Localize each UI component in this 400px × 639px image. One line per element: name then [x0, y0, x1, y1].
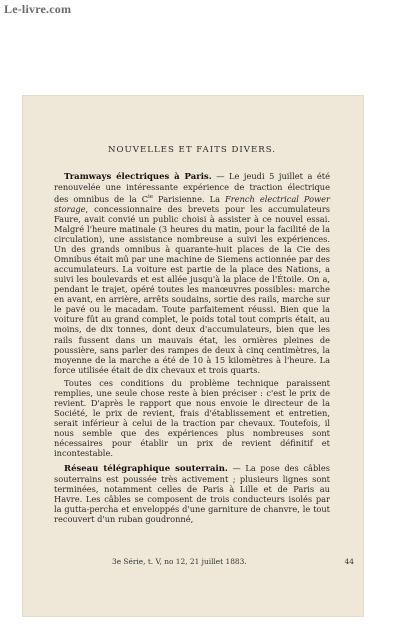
- section-title: NOUVELLES ET FAITS DIVERS.: [107, 145, 277, 155]
- footer-page-number: 44: [344, 557, 354, 566]
- watermark-logo: Le-livre.com: [4, 2, 72, 16]
- article-tramways-lead-sup: ie: [148, 194, 154, 201]
- article-telegraph-heading: Réseau télégraphique souterrain.: [64, 464, 228, 475]
- article-tramways-lead: — Le jeudi 5 juillet a été renouvelée une intéressante expérience de traction électrique des omnibus de la C: [54, 171, 331, 204]
- article-tramways-lead-rest: Parisienne. La: [153, 193, 226, 204]
- article-telegraph-body: — La pose des câbles souterrains est poussée très activement ; plusieurs lignes sont terminées, notamment celles de Paris à Lille et de Paris au Havre. Les câbles se composent de trois conducteurs isolés par la gutta-percha et enveloppés d'une garniture de chanvre, le tout recouvert d'un ruban goudronné,: [54, 463, 330, 525]
- article-tramways-heading: Tramways électriques à Paris.: [64, 172, 212, 182]
- article-tramways: [54, 171, 330, 375]
- page-content: [54, 145, 330, 527]
- article-tramways-para2: Toutes ces conditions du problème technique paraissent remplies, une seule chose reste à bien préciser : c'est le prix de revient. D'après le rapport que nous envoie le directeur de la Société, le prix de revient, frais d'établissement et entretien, serait inférieur à celui de la traction par chevaux. Toutefois, il nous semble que des expériences plus nombreuses sont nécessaires pour établir un prix de revient définitif et incontestable.: [54, 377, 330, 459]
- document-page: [22, 95, 364, 617]
- article-tramways-company: French electrical Power storage: [54, 193, 330, 214]
- footer-issue: 3e Série, t. V, no 12, 21 juillet 1883.: [112, 557, 247, 566]
- article-tramways-body: , concessionnaire des brevets pour les accumulateurs Faure, avait convié un public choisi à assister à ce nouvel essai. Malgré l'heure matinale (3 heures du matin, pour la facilité de la circulation), une assistance nombreuse a suivi les expériences. Un des grands omnibus à quarante-huit places de la Cie des Omnibus était mû par une machine de Siemens actionnée par des accumulateurs. La voiture est partie de la place des Nations, a suivi les boulevards et est allée jusqu'à la place de l'Étoile. On a, pendant le trajet, opéré toutes les manœuvres possibles: marche en avant, en arrière, arrêts soudains, sortie des rails, marche sur le pavé ou le macadam. Toute parfaitement réussi. Bien que la voiture fût au grand complet, le poids total tout compris était, au moins, de dix tonnes, dont deux d'accumulateurs, bien que les rails fussent dans un mauvais état, les ornières pleines de poussière, sans parler des rampes de deux à cinq centimètres, la moyenne de la marche a été de 10 à 15 kilomètres à l'heure. La force utilisée était de dix chevaux et trois quarts.: [54, 203, 330, 375]
- article-telegraph: [54, 463, 330, 524]
